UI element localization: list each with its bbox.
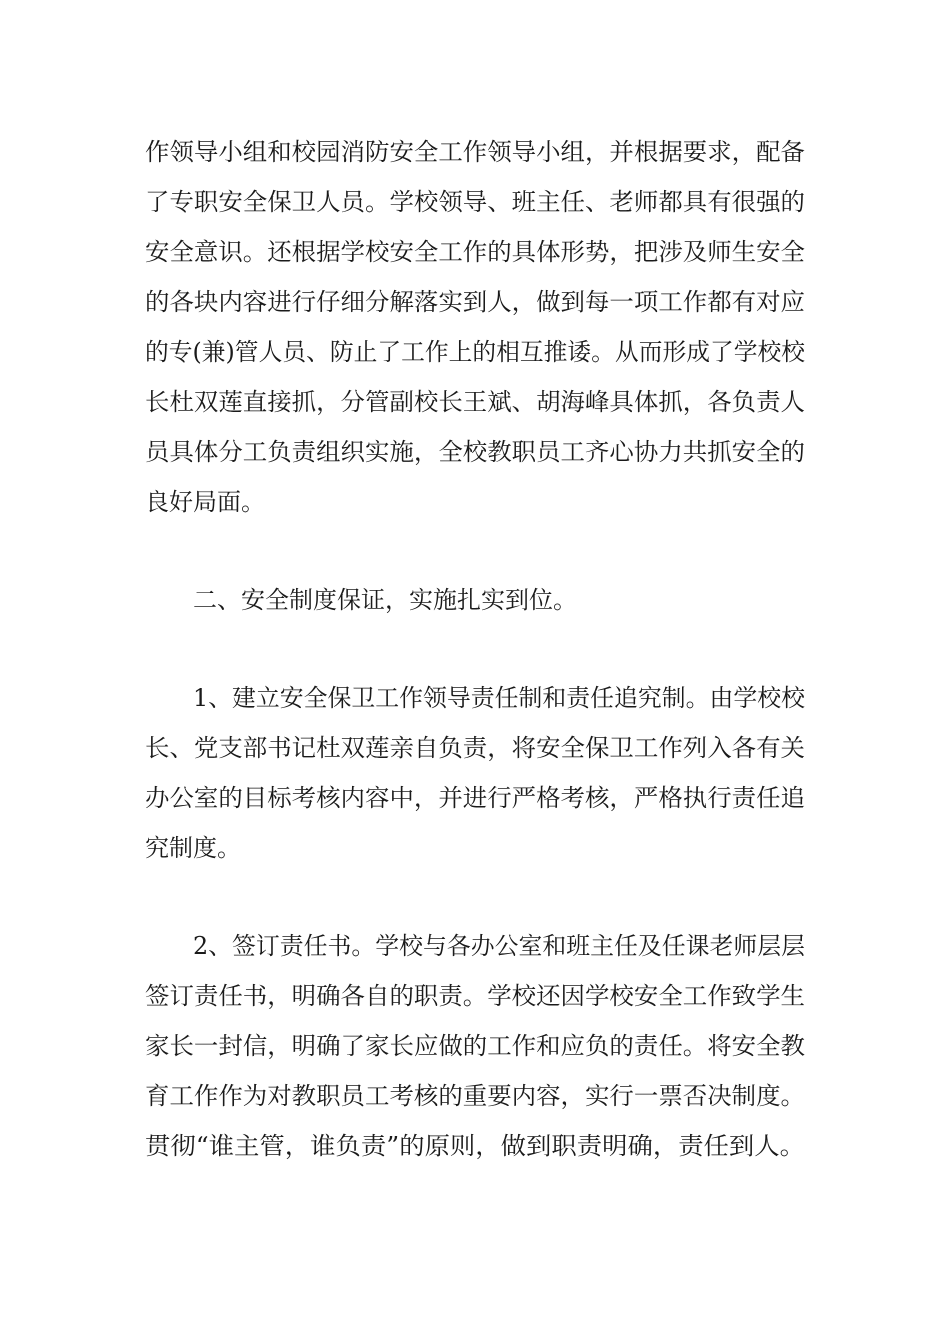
paragraph-line: 家长一封信，明确了家长应做的工作和应负的责任。将安全教 [145, 1032, 805, 1060]
paragraph-line: 育工作作为对教职员工考核的重要内容，实行一票否决制度。 [145, 1082, 805, 1110]
paragraph-line: 了专职安全保卫人员。学校领导、班主任、老师都具有很强的 [145, 188, 805, 216]
paragraph-line: 长、党支部书记杜双莲亲自负责，将安全保卫工作列入各有关 [145, 734, 805, 762]
paragraph-line: 的各块内容进行仔细分解落实到人，做到每一项工作都有对应 [145, 288, 805, 316]
paragraph-line: 的专(兼)管人员、防止了工作上的相互推诿。从而形成了学校校 [145, 338, 806, 366]
section-heading: 二、安全制度保证，实施扎实到位。 [193, 586, 577, 614]
paragraph-line: 2、签订责任书。学校与各办公室和班主任及任课老师层层 [193, 932, 806, 960]
paragraph-line: 1、建立安全保卫工作领导责任制和责任追究制。由学校校 [193, 684, 806, 712]
paragraph-line: 签订责任书，明确各自的职责。学校还因学校安全工作致学生 [145, 982, 805, 1010]
paragraph-line: 安全意识。还根据学校安全工作的具体形势，把涉及师生安全 [145, 238, 805, 266]
paragraph-line: 作领导小组和校园消防安全工作领导小组，并根据要求，配备 [145, 138, 805, 166]
paragraph-line: 贯彻“谁主管，谁负责”的原则，做到职责明确，责任到人。 [145, 1132, 806, 1160]
paragraph-line: 员具体分工负责组织实施，全校教职员工齐心协力共抓安全的 [145, 438, 805, 466]
paragraph-line: 办公室的目标考核内容中，并进行严格考核，严格执行责任追 [145, 784, 805, 812]
paragraph-line: 良好局面。 [145, 488, 265, 516]
paragraph-line: 长杜双莲直接抓，分管副校长王斌、胡海峰具体抓，各负责人 [145, 388, 805, 416]
paragraph-line: 究制度。 [145, 834, 241, 862]
